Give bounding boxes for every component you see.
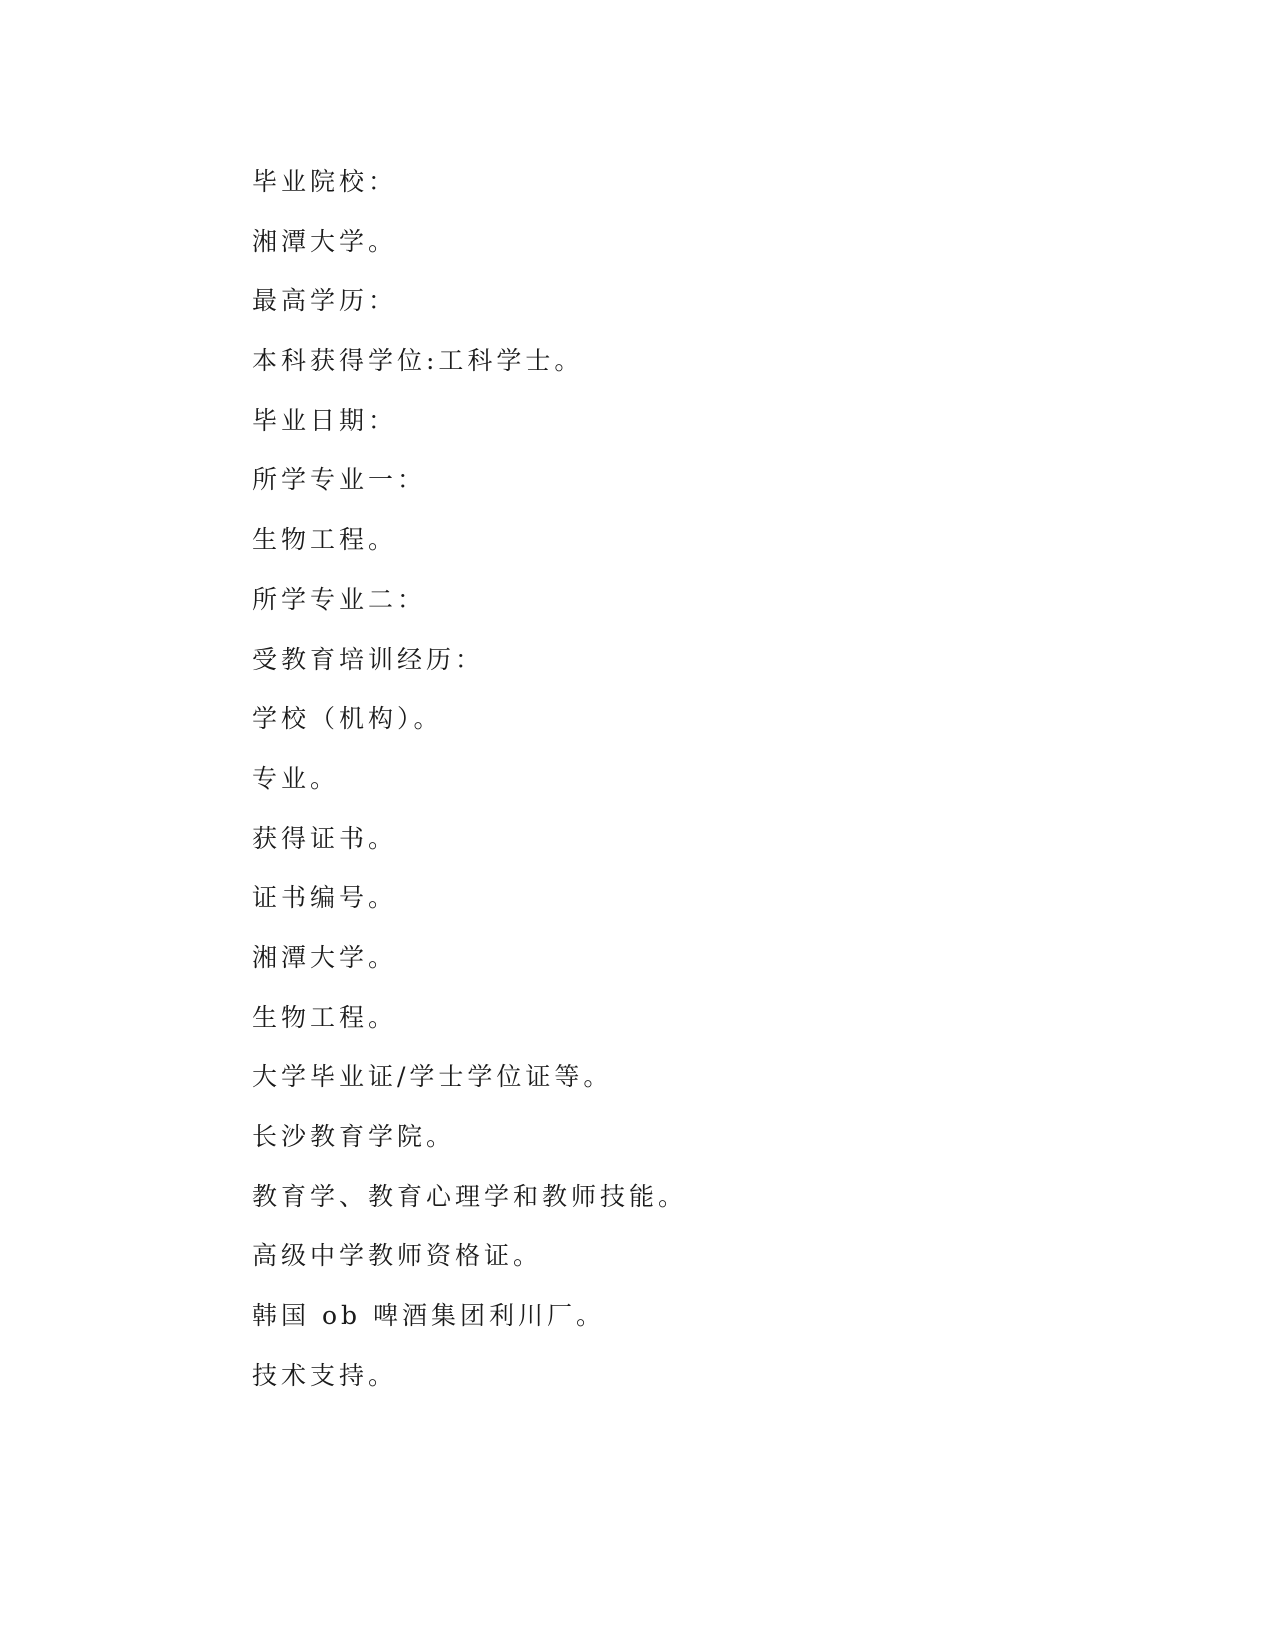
line-education-history-label: 受教育培训经历： [252,644,485,674]
line-position-entry: 技术支持。 [252,1360,398,1390]
line-graduated-school-value: 湘潭大学。 [252,226,398,256]
document-body [252,160,1052,1413]
line-graduation-date-label: 毕业日期： [252,405,398,435]
line-school-header: 学校（机构）。 [252,704,443,734]
line-major-one-label: 所学专业一： [252,465,427,495]
line-graduated-school-label: 毕业院校： [252,167,398,196]
line-major-one-value: 生物工程。 [252,525,398,555]
line-major-two-label: 所学专业二： [252,584,427,614]
line-major-entry-2: 教育学、教育心理学和教师技能。 [252,1181,688,1211]
line-certificate-entry-1: 大学毕业证/学士学位证等。 [252,1062,613,1092]
line-certificate-number-header: 证书编号。 [252,883,398,913]
line-school-entry-1: 湘潭大学。 [252,942,398,972]
line-certificate-header: 获得证书。 [252,823,398,853]
line-school-entry-2: 长沙教育学院。 [252,1122,456,1151]
line-major-header: 专业。 [252,763,340,793]
line-highest-degree-label: 最高学历： [252,286,398,316]
line-employer-entry: 韩国 ob 啤酒集团利川厂。 [252,1301,605,1331]
line-certificate-entry-2: 高级中学教师资格证。 [252,1241,543,1271]
line-major-entry-1: 生物工程。 [252,1002,398,1032]
line-degree-obtained: 本科获得学位:工科学士。 [252,346,584,376]
